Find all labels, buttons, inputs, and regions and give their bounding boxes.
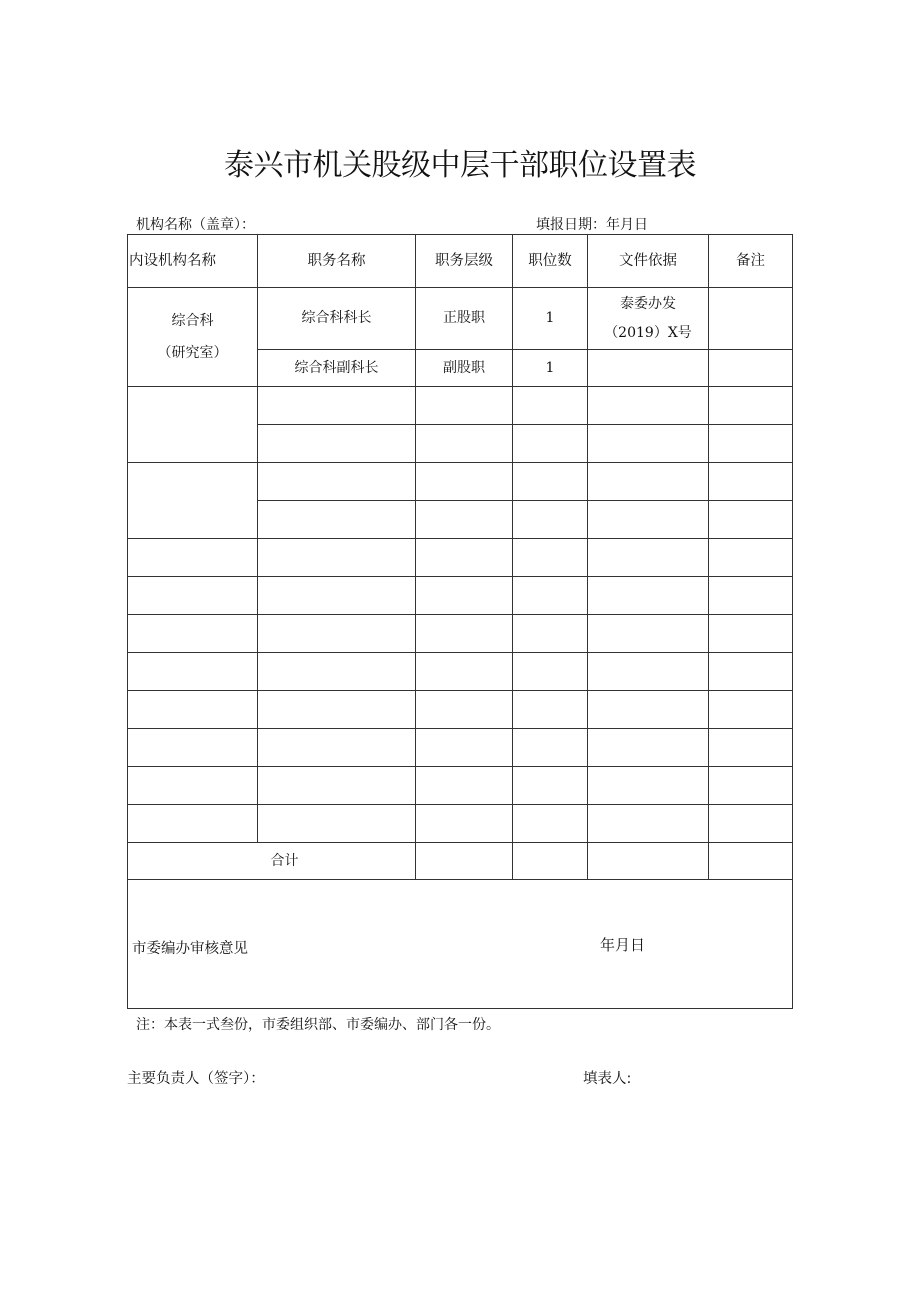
remarks-cell[interactable]	[709, 767, 793, 805]
table-header-row	[128, 235, 793, 288]
remarks-cell[interactable]	[709, 501, 793, 539]
position-count-cell[interactable]	[513, 729, 588, 767]
table-row	[128, 463, 793, 501]
total-row	[128, 843, 793, 880]
fill-date-label: 填报日期：年月日	[536, 217, 648, 233]
position-level-cell[interactable]	[416, 615, 513, 653]
remarks-cell[interactable]	[709, 729, 793, 767]
document-basis-cell[interactable]	[588, 387, 709, 425]
remarks-cell[interactable]	[709, 350, 793, 387]
position-count-cell[interactable]	[513, 425, 588, 463]
review-date-label: 年月日	[600, 936, 646, 954]
position-title-cell[interactable]: 综合科科长	[258, 288, 416, 350]
table-row	[128, 805, 793, 843]
position-level-cell[interactable]	[416, 729, 513, 767]
table-row	[128, 691, 793, 729]
remarks-cell[interactable]	[709, 387, 793, 425]
remarks-cell[interactable]	[709, 805, 793, 843]
position-count-cell[interactable]: 1	[513, 288, 588, 350]
header-position-count: 职位数	[513, 235, 588, 288]
footnote: 注：本表一式叁份，市委组织部、市委编办、部门各一份。	[136, 1017, 500, 1033]
position-level-cell[interactable]	[416, 577, 513, 615]
dept-name-cell[interactable]	[128, 729, 258, 767]
remarks-cell[interactable]	[709, 577, 793, 615]
document-basis-cell[interactable]	[588, 767, 709, 805]
total-count-cell[interactable]	[513, 843, 588, 880]
document-basis-cell[interactable]	[588, 805, 709, 843]
position-count-cell[interactable]	[513, 577, 588, 615]
document-basis-cell[interactable]	[588, 463, 709, 501]
position-level-cell[interactable]	[416, 501, 513, 539]
remarks-cell[interactable]	[709, 691, 793, 729]
review-opinion-cell[interactable]	[128, 880, 793, 1009]
header-remarks: 备注	[709, 235, 793, 288]
position-level-cell[interactable]	[416, 387, 513, 425]
remarks-cell[interactable]	[709, 653, 793, 691]
total-remarks-cell[interactable]	[709, 843, 793, 880]
dept-name-line1: 综合科	[171, 312, 214, 329]
document-line1: 泰委办发	[620, 296, 676, 313]
dept-name-cell[interactable]	[128, 653, 258, 691]
dept-name-cell[interactable]	[128, 539, 258, 577]
total-document-cell[interactable]	[588, 843, 709, 880]
filler-signature-label: 填表人:	[583, 1071, 632, 1087]
review-row	[128, 880, 793, 1009]
org-name-label: 机构名称（盖章）：	[136, 217, 255, 233]
position-count-cell[interactable]	[513, 501, 588, 539]
position-count-cell[interactable]	[513, 463, 588, 501]
table-row	[128, 577, 793, 615]
position-count-cell[interactable]: 1	[513, 350, 588, 387]
dept-name-cell[interactable]	[128, 387, 258, 463]
position-level-cell[interactable]: 副股职	[416, 350, 513, 387]
table-row	[128, 615, 793, 653]
dept-name-cell[interactable]	[128, 805, 258, 843]
document-basis-cell[interactable]	[588, 577, 709, 615]
position-title-cell[interactable]	[258, 653, 416, 691]
document-basis-cell[interactable]	[588, 501, 709, 539]
dept-name-line2: （研究室）	[157, 345, 228, 361]
total-level-cell[interactable]	[416, 843, 513, 880]
position-title-cell[interactable]	[258, 805, 416, 843]
position-title-cell[interactable]: 综合科副科长	[258, 350, 416, 387]
position-level-cell[interactable]: 正股职	[416, 288, 513, 350]
document-line2: （2019）X号	[604, 324, 692, 341]
header-position-title: 职务名称	[258, 235, 416, 288]
remarks-cell[interactable]	[709, 463, 793, 501]
position-count-cell[interactable]	[513, 767, 588, 805]
position-level-cell[interactable]	[416, 691, 513, 729]
leader-signature-label: 主要负责人（签字）：	[127, 1071, 265, 1087]
table-row	[128, 653, 793, 691]
dept-name-cell[interactable]	[128, 288, 258, 387]
dept-name-cell[interactable]	[128, 691, 258, 729]
position-table	[127, 234, 793, 1009]
document-basis-cell[interactable]	[588, 691, 709, 729]
document-basis-cell[interactable]	[588, 425, 709, 463]
table-row	[128, 729, 793, 767]
position-title-cell[interactable]	[258, 615, 416, 653]
position-count-cell[interactable]	[513, 691, 588, 729]
header-position-level: 职务层级	[416, 235, 513, 288]
document-basis-cell[interactable]	[588, 350, 709, 387]
table-row	[128, 767, 793, 805]
position-title-cell[interactable]	[258, 501, 416, 539]
total-label: 合计	[128, 843, 416, 880]
position-level-cell[interactable]	[416, 805, 513, 843]
remarks-cell[interactable]	[709, 615, 793, 653]
position-level-cell[interactable]	[416, 425, 513, 463]
position-title-cell[interactable]	[258, 539, 416, 577]
document-basis-cell[interactable]	[588, 615, 709, 653]
page-title: 泰兴市机关股级中层干部职位设置表	[224, 148, 696, 183]
dept-name-cell[interactable]	[128, 615, 258, 653]
table-row	[128, 539, 793, 577]
remarks-cell[interactable]	[709, 425, 793, 463]
position-count-cell[interactable]	[513, 805, 588, 843]
position-title-cell[interactable]	[258, 425, 416, 463]
position-count-cell[interactable]	[513, 539, 588, 577]
position-level-cell[interactable]	[416, 767, 513, 805]
position-title-cell[interactable]	[258, 767, 416, 805]
dept-name-cell[interactable]	[128, 767, 258, 805]
document-basis-cell[interactable]	[588, 539, 709, 577]
position-title-cell[interactable]	[258, 729, 416, 767]
remarks-cell[interactable]	[709, 539, 793, 577]
document-basis-cell[interactable]	[588, 653, 709, 691]
position-count-cell[interactable]	[513, 615, 588, 653]
review-opinion-label: 市委编办审核意见	[132, 941, 248, 957]
position-level-cell[interactable]	[416, 463, 513, 501]
table-row	[128, 387, 793, 425]
table-row	[128, 288, 793, 350]
position-title-cell[interactable]	[258, 577, 416, 615]
header-document-basis: 文件依据	[588, 235, 709, 288]
position-count-cell[interactable]	[513, 387, 588, 425]
remarks-cell[interactable]	[709, 288, 793, 350]
dept-name-cell[interactable]	[128, 463, 258, 539]
position-level-cell[interactable]	[416, 653, 513, 691]
header-dept-name: 内设机构名称	[128, 235, 258, 288]
position-title-cell[interactable]	[258, 463, 416, 501]
document-basis-cell[interactable]	[588, 729, 709, 767]
position-title-cell[interactable]	[258, 387, 416, 425]
position-count-cell[interactable]	[513, 653, 588, 691]
dept-name-cell[interactable]	[128, 577, 258, 615]
document-basis-cell[interactable]	[588, 288, 709, 350]
position-title-cell[interactable]	[258, 691, 416, 729]
position-level-cell[interactable]	[416, 539, 513, 577]
